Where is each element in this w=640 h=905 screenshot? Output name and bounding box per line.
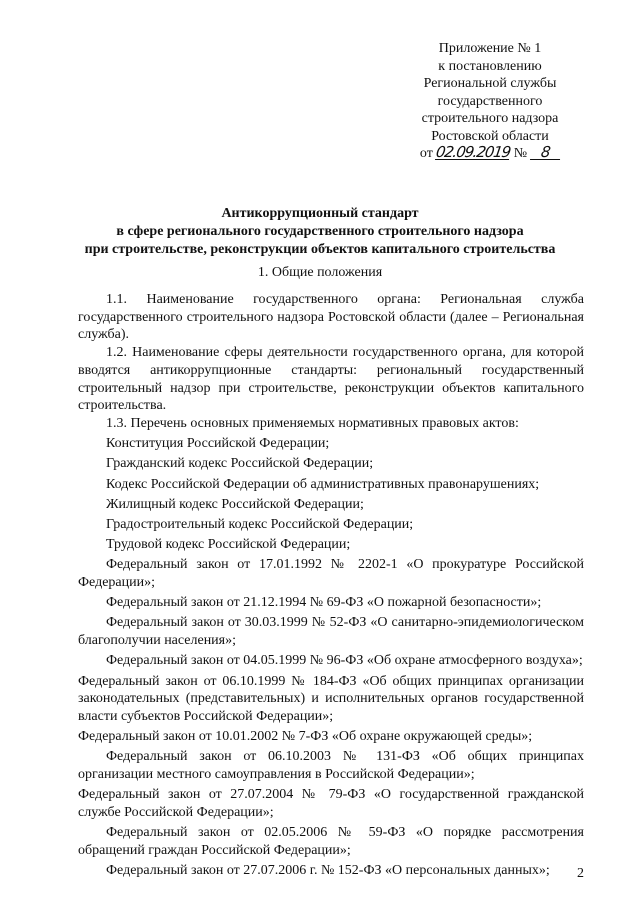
list-item: Федеральный закон от 17.01.1992 № 2202-1 «О прокуратуре Российской Федерации»;: [78, 557, 584, 591]
list-item: Жилищный кодекс Российской Федерации;: [106, 496, 364, 512]
appendix-line: строительного надзора: [421, 111, 559, 126]
handwritten-number: 8: [530, 145, 562, 160]
appendix-line: государственного: [437, 93, 543, 109]
number-sign: №: [513, 146, 528, 161]
document-title: [0, 205, 640, 259]
list-item: Федеральный закон от 27.07.2004 № 79-ФЗ «О государственной гражданской службе Российской Федерации»;: [78, 787, 584, 820]
document-body: [78, 291, 584, 880]
date-prefix: от: [419, 146, 433, 161]
list-item: Федеральный закон от 06.10.1999 № 184-ФЗ «Об общих принципах организации законодательных (представительных) и исполнительных органов государственной власти субъектов Российской Федерации»;: [78, 673, 584, 724]
appendix-date-line: [410, 145, 570, 163]
paragraph: 1.3. Перечень основных применяемых нормативных правовых актов:: [106, 415, 519, 431]
list-item: Градостроительный кодекс Российской Федерации;: [106, 516, 414, 532]
page-number: 2: [577, 866, 584, 881]
appendix-line: Приложение № 1: [438, 41, 542, 56]
handwritten-date: 02.09.2019: [435, 143, 512, 161]
list-item: Федеральный закон от 21.12.1994 № 69-ФЗ «О пожарной безопасности»;: [106, 595, 542, 611]
list-item: Гражданский кодекс Российской Федерации;: [106, 456, 374, 472]
list-item: Федеральный закон от 30.03.1999 № 52-ФЗ «О санитарно-эпидемиологическом благополучии населения»;: [78, 615, 584, 649]
list-item: Кодекс Российской Федерации об административных правонарушениях;: [106, 476, 540, 492]
paragraph: 1.1. Наименование государственного органа: Региональная служба государственного строительного надзора Ростовской области (далее – Региональная служба).: [78, 292, 584, 343]
appendix-line: Региональной службы: [423, 76, 557, 91]
paragraph: 1.2. Наименование сферы деятельности государственного органа, для которой вводятся антикоррупционные стандарты: региональный государственный строительный надзор при строительстве, реконструкции объектов капитального строительства.: [78, 345, 584, 414]
appendix-header: [410, 40, 570, 163]
section-heading: 1. Общие положения: [257, 265, 383, 280]
title-line: при строительстве, реконструкции объектов капитального строительства: [84, 242, 556, 257]
list-item: Трудовой кодекс Российской Федерации;: [106, 537, 351, 553]
list-item: Федеральный закон от 10.01.2002 № 7-ФЗ «Об охране окружающей среды»;: [78, 729, 533, 745]
list-item: Федеральный закон от 27.07.2006 г. № 152-ФЗ «О персональных данных»;: [106, 863, 550, 879]
list-item: Федеральный закон от 02.05.2006 № 59-ФЗ «О порядке рассмотрения обращений граждан Российской Федерации»;: [78, 825, 584, 858]
appendix-line: к постановлению: [438, 58, 542, 74]
list-item: Федеральный закон от 04.05.1999 № 96-ФЗ «Об охране атмосферного воздуха»;: [106, 653, 583, 669]
title-line: Антикоррупционный стандарт: [221, 206, 419, 221]
title-line: в сфере регионального государственного строительного надзора: [116, 224, 524, 239]
list-item: Федеральный закон от 06.10.2003 № 131-ФЗ «Об общих принципах организации местного самоуправления в Российской Федерации»;: [78, 749, 584, 783]
appendix-line: Ростовской области: [431, 128, 549, 144]
list-item: Конституция Российской Федерации;: [106, 436, 330, 452]
